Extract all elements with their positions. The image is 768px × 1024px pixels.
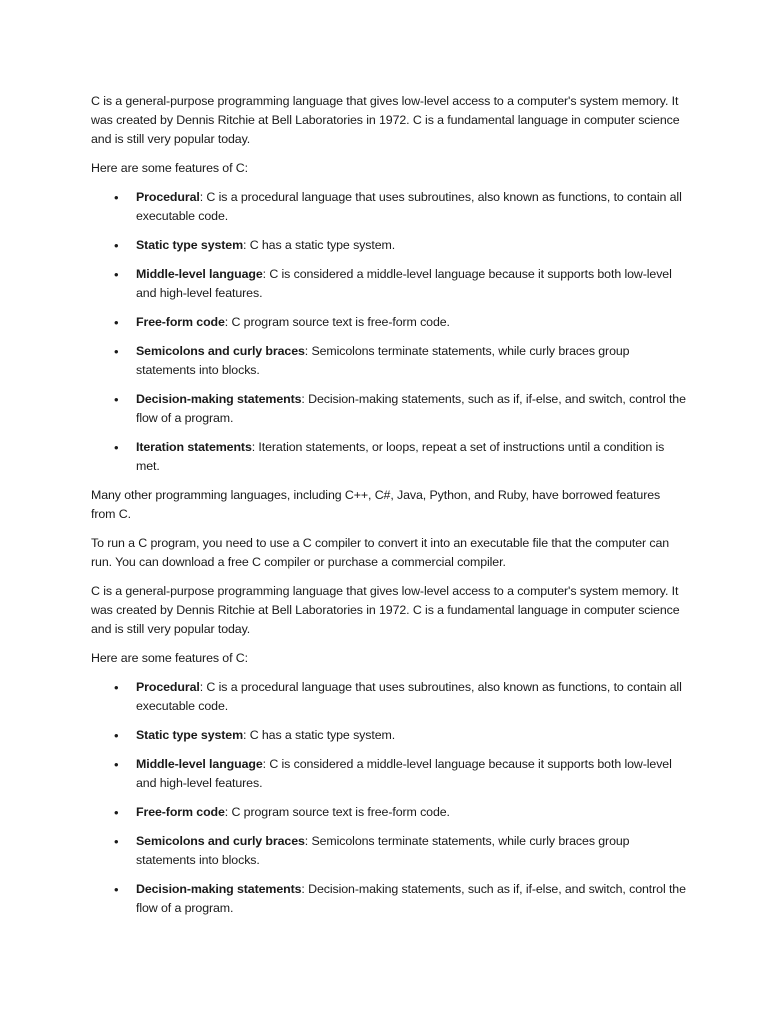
feature-description: : Iteration statements, or loops, repeat a set of instructions until a condition is met. — [136, 440, 665, 473]
paragraph: Many other programming languages, including C++, C#, Java, Python, and Ruby, have borrowed features from C. — [91, 488, 661, 521]
feature-description: : Semicolons terminate statements, while curly braces group statements into blocks. — [136, 344, 630, 377]
feature-description: : C is considered a middle-level language because it supports both low-level and high-level features. — [136, 267, 672, 300]
list-item — [136, 803, 687, 822]
feature-term: Procedural — [136, 190, 200, 204]
feature-description: : Decision-making statements, such as if, if-else, and switch, control the flow of a program. — [136, 392, 686, 425]
feature-term: Static type system — [136, 728, 244, 742]
feature-description: : C has a static type system. — [243, 238, 396, 252]
feature-term: Iteration statements — [136, 440, 252, 454]
list-item — [136, 342, 687, 380]
list-item — [136, 832, 687, 870]
list-item — [136, 438, 687, 476]
feature-description: : C is a procedural language that uses subroutines, also known as functions, to contain all executable code. — [136, 680, 682, 713]
document-body — [91, 92, 687, 928]
paragraph: C is a general-purpose programming language that gives low-level access to a computer's system memory. It was created by Dennis Ritchie at Bell Laboratories in 1972. C is a fundamental language in computer science and is still very popular today. — [91, 584, 680, 636]
feature-term: Decision-making statements — [136, 392, 302, 406]
list-item — [136, 880, 687, 918]
feature-term: Free-form code — [136, 805, 225, 819]
feature-term: Free-form code — [136, 315, 225, 329]
list-item — [136, 188, 687, 226]
feature-description: : C program source text is free-form code. — [224, 315, 450, 329]
feature-description: : C has a static type system. — [243, 728, 396, 742]
list-item — [136, 726, 687, 745]
feature-description: : Decision-making statements, such as if, if-else, and switch, control the flow of a program. — [136, 882, 686, 915]
features-list — [91, 188, 687, 476]
list-item — [136, 678, 687, 716]
feature-term: Static type system — [136, 238, 244, 252]
feature-description: : Semicolons terminate statements, while curly braces group statements into blocks. — [136, 834, 630, 867]
list-item — [136, 755, 687, 793]
feature-description: : C program source text is free-form code. — [224, 805, 450, 819]
feature-description: : C is considered a middle-level language because it supports both low-level and high-level features. — [136, 757, 672, 790]
feature-term: Decision-making statements — [136, 882, 302, 896]
list-item — [136, 265, 687, 303]
feature-term: Middle-level language — [136, 267, 263, 281]
features-list — [91, 678, 687, 918]
list-item — [136, 236, 687, 255]
list-item — [136, 390, 687, 428]
feature-term: Procedural — [136, 680, 200, 694]
feature-description: : C is a procedural language that uses subroutines, also known as functions, to contain all executable code. — [136, 190, 682, 223]
feature-term: Middle-level language — [136, 757, 263, 771]
feature-term: Semicolons and curly braces — [136, 834, 305, 848]
features-intro-line: Here are some features of C: — [91, 651, 248, 665]
features-intro-line: Here are some features of C: — [91, 161, 248, 175]
paragraph: To run a C program, you need to use a C compiler to convert it into an executable file that the computer can run. You can download a free C compiler or purchase a commercial compiler. — [91, 536, 670, 569]
feature-term: Semicolons and curly braces — [136, 344, 305, 358]
list-item — [136, 313, 687, 332]
paragraph: C is a general-purpose programming language that gives low-level access to a computer's system memory. It was created by Dennis Ritchie at Bell Laboratories in 1972. C is a fundamental language in computer science and is still very popular today. — [91, 94, 680, 146]
